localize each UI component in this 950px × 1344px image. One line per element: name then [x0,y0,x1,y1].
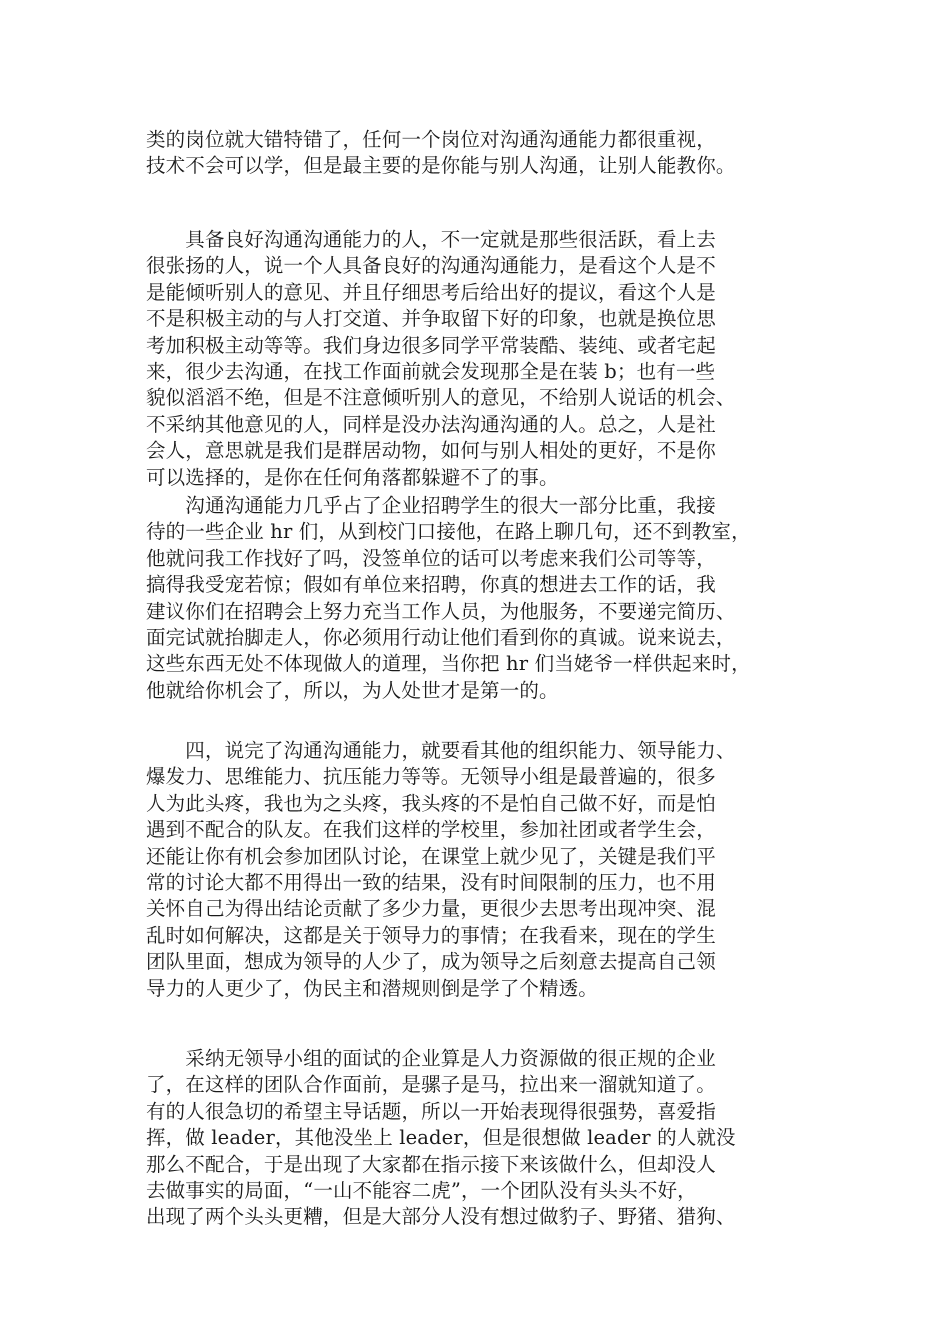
paragraph-5: 采纳无领导小组的面试的企业算是人力资源做的很正规的企业 了，在这样的团队合作面前，是骡子是马，拉出来一溜就知道了。 有的人很急切的希望主导话题，所以一开始表现得很强势，喜爱指 挥，做 leader，其他没坐上 leader，但是很想做 leader 的人就没 那么不配合，于是出现了大家都在指示接下来该做什么，但却没人 去做事实的局面，“一山不能容二虎”，一个团队没有头头不好， 出现了两个头头更糟，但是大部分人没有想过做豹子、野猪、猎狗、 [146,1047,736,1229]
paragraph-3: 沟通沟通能力几乎占了企业招聘学生的很大一部分比重，我接 待的一些企业 hr 们，从到校门口接他，在路上聊几句，还不到教室， 他就问我工作找好了吗，没签单位的话可以考虑来我们公司等等， 搞得我受宠若惊；假如有单位来招聘，你真的想进去工作的话，我 建议你们在招聘会上努力充当工作人员，为他服务，不要递完简历、 面完试就抬脚走人，你必须用行动让他们看到你的真诚。说来说去， 这些东西无处不体现做人的道理，当你把 hr 们当姥爷一样供起来时， 他就给你机会了，所以，为人处世才是第一的。 [146,494,751,702]
paragraph-1: 类的岗位就大错特错了，任何一个岗位对沟通沟通能力都很重视， 技术不会可以学，但是最主要的是你能与别人沟通，让别人能教你。 [146,128,736,178]
paragraph-2: 具备良好沟通沟通能力的人，不一定就是那些很活跃，看上去 很张扬的人，说一个人具备良好的沟通沟通能力，是看这个人是不 是能倾听别人的意见、并且仔细思考后给出好的提议，看这个人是 不是积极主动的与人打交道、并争取留下好的印象，也就是换位思 考加积极主动等等。我们身边很多同学平常装酷、装纯、或者宅起 来，很少去沟通，在找工作面前就会发现那全是在装 b；也有一些 貌似滔滔不绝，但是不注意倾听别人的意见，不给别人说话的机会、 不采纳其他意见的人，同样是没办法沟通沟通的人。总之，人是社 会人，意思就是我们是群居动物，如何与别人相处的更好，不是你 可以选择的，是你在任何角落都躲避不了的事。 [146,228,736,489]
paragraph-4: 四，说完了沟通沟通能力，就要看其他的组织能力、领导能力、 爆发力、思维能力、抗压能力等等。无领导小组是最普遍的，很多 人为此头疼，我也为之头疼，我头疼的不是怕自己做不好，而是怕 遇到不配合的队友。在我们这样的学校里，参加社团或者学生会， 还能让你有机会参加团队讨论，在课堂上就少见了，关键是我们平 常的讨论大都不用得出一致的结果，没有时间限制的压力，也不用 关怀自己为得出结论贡献了多少力量，更很少去思考出现冲突、混 乱时如何解决，这都是关于领导力的事情；在我看来，现在的学生 团队里面，想成为领导的人少了，成为领导之后刻意去提高自己领 导力的人更少了，伪民主和潜规则倒是学了个精透。 [146,739,736,1000]
